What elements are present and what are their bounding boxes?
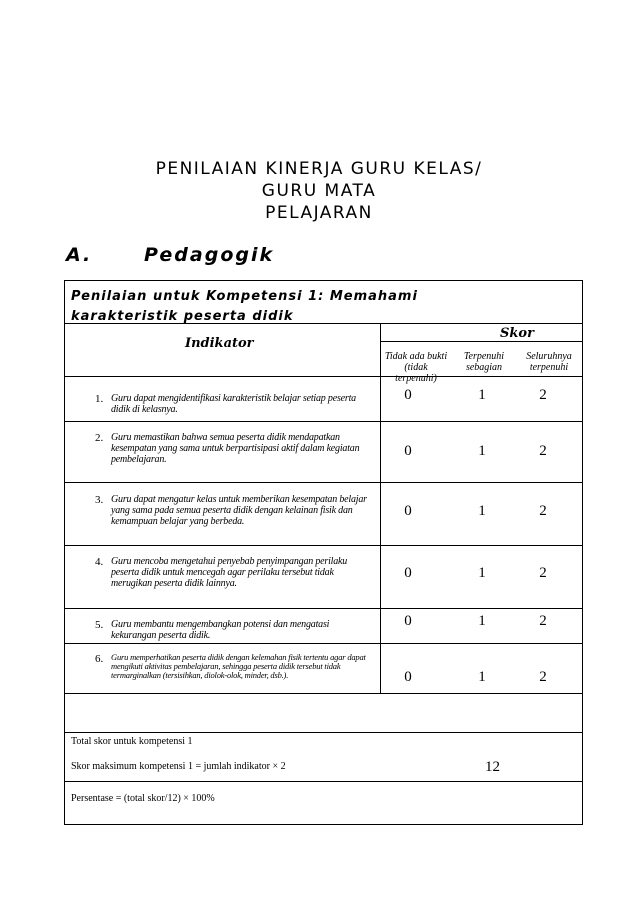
document-title xyxy=(0,158,638,224)
divider xyxy=(65,643,582,644)
score-col-0-header: Tidak ada bukti (tidak terpenuhi) xyxy=(384,351,448,384)
score-1: 1 xyxy=(478,503,486,519)
score-2: 2 xyxy=(539,669,547,685)
skor-header: Skor xyxy=(500,326,534,341)
divider xyxy=(65,732,582,733)
score-1: 1 xyxy=(478,669,486,685)
section-letter: A. xyxy=(66,244,93,266)
row-number: 5. xyxy=(95,619,104,631)
row-number: 6. xyxy=(95,653,104,665)
title-line-1: PENILAIAN KINERJA GURU KELAS/ xyxy=(155,159,483,179)
row-indicator-text: Guru membantu mengembangkan potensi dan mengatasi kekurangan peserta didik. xyxy=(111,619,330,641)
row-number: 2. xyxy=(95,432,104,444)
score-2: 2 xyxy=(539,387,547,403)
score-0: 0 xyxy=(404,613,412,629)
divider xyxy=(65,693,582,694)
indicator-header: Indikator xyxy=(185,336,254,351)
row-indicator-text: Guru memperhatikan peserta didik dengan kelemahan fisik tertentu agar dapat mengikuti aktivitas pembelajaran, sehingga peserta didik tersebut tidak termarginalkan (tersisihkan, diolok-olok, minder, dsb.). xyxy=(111,652,366,680)
competency-heading xyxy=(71,287,579,327)
row-indicator-text: Guru dapat mengatur kelas untuk memberikan kesempatan belajar yang sama pada semua peserta didik dengan kelainan fisik dan kemampuan belajar yang berbeda. xyxy=(111,494,367,527)
title-line-2: GURU MATA xyxy=(261,181,377,201)
score-0: 0 xyxy=(404,503,412,519)
divider xyxy=(65,376,582,377)
row-number: 3. xyxy=(95,494,104,506)
divider xyxy=(65,545,582,546)
divider xyxy=(65,781,582,782)
score-0: 0 xyxy=(404,669,412,685)
row-number: 1. xyxy=(95,393,104,405)
section-heading xyxy=(66,244,274,266)
divider xyxy=(65,421,582,422)
divider xyxy=(65,323,582,324)
section-name: Pedagogik xyxy=(144,244,275,266)
max-score-value: 12 xyxy=(485,759,500,775)
score-0: 0 xyxy=(404,387,412,403)
title-line-3: PELAJARAN xyxy=(265,203,373,223)
percentage-label: Persentase = (total skor/12) × 100% xyxy=(71,793,215,804)
score-0: 0 xyxy=(404,443,412,459)
row-indicator-text: Guru mencoba mengetahui penyebab penyimpangan perilaku peserta didik untuk mencegah agar perilaku tersebut tidak merugikan peserta didik lainnya. xyxy=(111,556,348,589)
score-1: 1 xyxy=(478,387,486,403)
score-2: 2 xyxy=(539,503,547,519)
competency-line-1: Penilaian untuk Kompetensi 1: Memahami xyxy=(71,289,418,304)
divider xyxy=(380,341,582,342)
row-indicator-text: Guru dapat mengidentifikasi karakteristik belajar setiap peserta didik di kelasnya. xyxy=(111,393,356,415)
max-score-label: Skor maksimum kompetensi 1 = jumlah indikator × 2 xyxy=(71,761,286,772)
total-score-label: Total skor untuk kompetensi 1 xyxy=(71,736,193,747)
score-2: 2 xyxy=(539,613,547,629)
divider xyxy=(65,482,582,483)
score-2: 2 xyxy=(539,565,547,581)
score-0: 0 xyxy=(404,565,412,581)
row-number: 4. xyxy=(95,556,104,568)
assessment-table xyxy=(64,280,583,825)
score-1: 1 xyxy=(478,565,486,581)
score-col-2-header: Seluruhnya terpenuhi xyxy=(526,351,572,373)
row-indicator-text: Guru memastikan bahwa semua peserta didik mendapatkan kesempatan yang sama untuk berpartisipasi aktif dalam kegiatan pembelajaran. xyxy=(111,432,360,465)
competency-line-2: karakteristik peserta didik xyxy=(71,309,294,324)
score-1: 1 xyxy=(478,613,486,629)
score-1: 1 xyxy=(478,443,486,459)
divider xyxy=(380,323,381,693)
score-2: 2 xyxy=(539,443,547,459)
score-col-1-header: Terpenuhi sebagian xyxy=(463,351,505,373)
divider xyxy=(65,608,582,609)
